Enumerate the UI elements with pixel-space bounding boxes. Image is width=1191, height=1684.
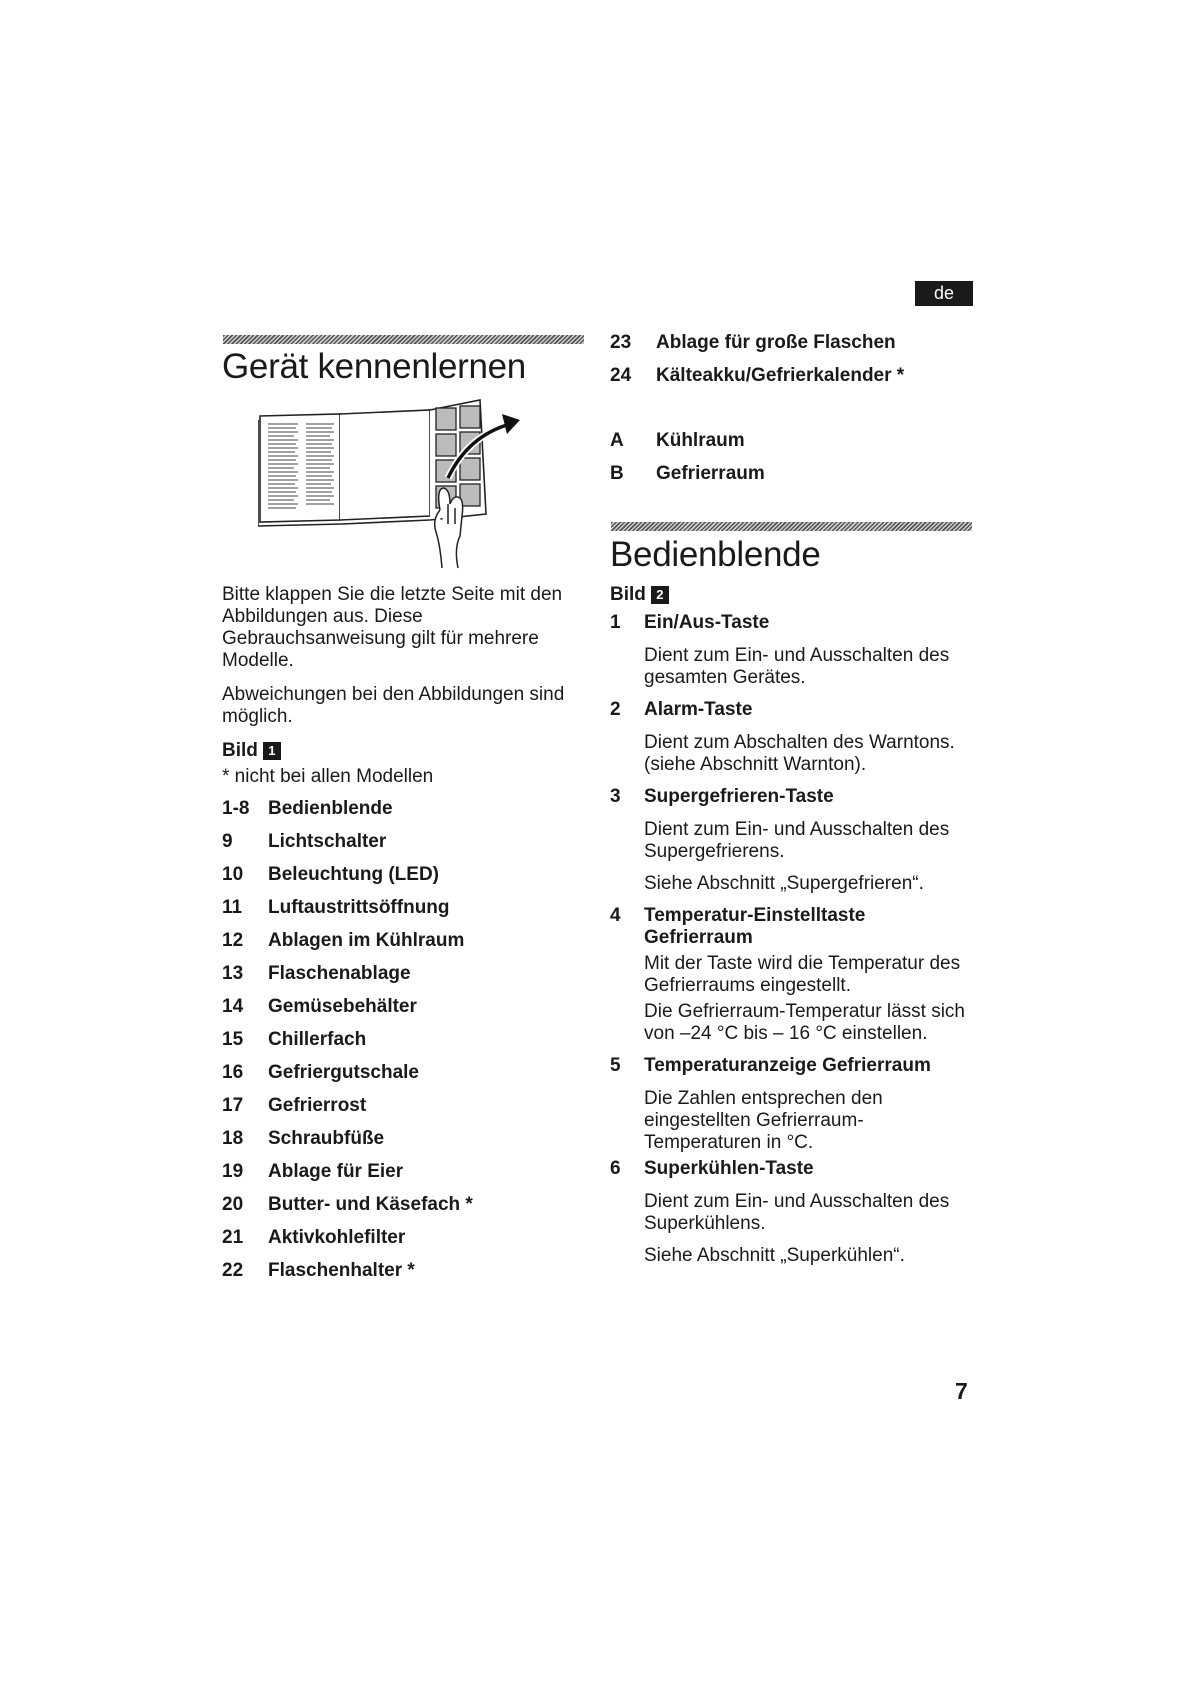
item-label: Kühlraum: [656, 430, 745, 451]
item-label: Luftaustrittsöffnung: [268, 897, 450, 918]
list-item: [222, 1161, 586, 1194]
item-label: Flaschenhalter *: [268, 1260, 415, 1281]
list-item: [222, 864, 586, 897]
control-description: Dient zum Ein- und Ausschalten des Superkühlens.: [644, 1191, 950, 1234]
item-number: 23: [610, 332, 632, 353]
item-label: Gefrierrost: [268, 1095, 367, 1116]
item-label: Ablage für große Flaschen: [656, 332, 896, 353]
section-title-bedienblende: Bedienblende: [610, 535, 821, 574]
list-item: [222, 1128, 586, 1161]
list-item: [222, 1095, 586, 1128]
control-description: Dient zum Abschalten des Warntons. (siehe Abschnitt Warnton).: [644, 732, 955, 775]
list-item: [222, 1029, 586, 1062]
item-number: 21: [222, 1227, 244, 1248]
control-description: Mit der Taste wird die Temperatur des Gefrierraums eingestellt.: [644, 953, 961, 996]
right-column-body: [610, 584, 975, 1277]
item-label: Ein/Aus-Taste: [644, 612, 770, 633]
list-item: [222, 831, 586, 864]
item-number: 14: [222, 996, 244, 1017]
list-item: [222, 1062, 586, 1095]
item-number: 18: [222, 1128, 244, 1149]
right-column-top-list: [610, 332, 975, 496]
item-number: 16: [222, 1062, 244, 1083]
list-item: [222, 996, 586, 1029]
item-label: Flaschenablage: [268, 963, 411, 984]
list-item: [222, 963, 586, 996]
list-item: [222, 1227, 586, 1260]
item-label: Chillerfach: [268, 1029, 367, 1050]
item-label: Gefriergutschale: [268, 1062, 419, 1083]
item-number: 24: [610, 365, 632, 386]
section-rule-left: [223, 335, 584, 344]
list-item: [610, 365, 975, 398]
item-number: 4: [610, 905, 621, 926]
item-number: 20: [222, 1194, 244, 1215]
item-label: Alarm-Taste: [644, 699, 753, 720]
figure-number-badge: 1: [263, 742, 281, 760]
item-label: Lichtschalter: [268, 831, 387, 852]
item-label: Ablagen im Kühlraum: [268, 930, 465, 951]
item-number: B: [610, 463, 624, 484]
item-label: Temperaturanzeige Gefrierraum: [644, 1055, 931, 1076]
item-label: Bedienblende: [268, 798, 393, 819]
item-label: Superkühlen-Taste: [644, 1158, 814, 1179]
intro-paragraph: Bitte klappen Sie die letzte Seite mit den Abbildungen aus. Diese Gebrauchsanweisung gilt für mehrere Modelle.: [222, 584, 563, 671]
item-number: 9: [222, 831, 233, 852]
item-number: 2: [610, 699, 621, 720]
list-item: [610, 430, 975, 463]
left-column-body: [222, 584, 586, 1293]
component-list: [222, 798, 586, 1293]
control-item-temperatur-einstelltaste: [610, 905, 975, 949]
item-label: Beleuchtung (LED): [268, 864, 439, 885]
item-number: 17: [222, 1095, 244, 1116]
list-item: [222, 1260, 586, 1293]
list-item: [222, 930, 586, 963]
list-item: [610, 463, 975, 496]
control-description: Dient zum Ein- und Ausschalten des Supergefrierens.: [644, 819, 950, 862]
item-label: Temperatur-Einstelltaste Gefrierraum: [644, 905, 866, 948]
figure-number-badge: 2: [651, 586, 669, 604]
fold-out-page-illustration: [258, 396, 542, 570]
item-number: 12: [222, 930, 244, 951]
list-item: [222, 897, 586, 930]
item-number: 3: [610, 786, 621, 807]
item-label: Gemüsebehälter: [268, 996, 417, 1017]
item-label: Gefrierraum: [656, 463, 765, 484]
item-number: 11: [222, 897, 243, 918]
item-number: 1: [610, 612, 621, 633]
figure-label: Bild: [610, 584, 646, 605]
control-description: Dient zum Ein- und Ausschalten des gesamten Gerätes.: [644, 645, 950, 688]
control-item-alarm: [610, 699, 975, 721]
list-item: [222, 1194, 586, 1227]
deviation-note-paragraph: Abweichungen bei den Abbildungen sind möglich.: [222, 684, 565, 727]
section-rule-right: [611, 522, 972, 531]
list-item: [222, 798, 586, 831]
control-item-superkuehlen: [610, 1158, 975, 1180]
figure-reference-1: [222, 740, 586, 762]
item-number: 15: [222, 1029, 244, 1050]
figure-label: Bild: [222, 740, 258, 761]
language-badge: de: [915, 281, 973, 306]
control-item-temperaturanzeige: [610, 1055, 975, 1077]
list-item: [610, 332, 975, 365]
item-number: A: [610, 430, 624, 451]
page-number: 7: [955, 1378, 968, 1404]
item-number: 6: [610, 1158, 621, 1179]
figure-reference-2: [610, 584, 975, 606]
asterisk-note: * nicht bei allen Modellen: [222, 766, 434, 787]
item-number: 19: [222, 1161, 244, 1182]
item-number: 10: [222, 864, 244, 885]
item-label: Butter- und Käsefach *: [268, 1194, 473, 1215]
item-label: Supergefrieren-Taste: [644, 786, 834, 807]
control-description: Die Gefrierraum-Temperatur lässt sich von –24 °C bis – 16 °C einstellen.: [644, 1001, 965, 1044]
item-label: Aktivkohlefilter: [268, 1227, 406, 1248]
control-item-supergefrieren: [610, 786, 975, 808]
item-label: Schraubfüße: [268, 1128, 385, 1149]
control-description: Siehe Abschnitt „Supergefrieren“.: [644, 873, 924, 894]
control-description: Die Zahlen entsprechen den eingestellten Gefrierraum-Temperaturen in °C.: [644, 1088, 883, 1153]
item-label: Ablage für Eier: [268, 1161, 404, 1182]
item-number: 1-8: [222, 798, 250, 819]
item-number: 22: [222, 1260, 244, 1281]
section-title-geraet-kennenlernen: Gerät kennenlernen: [222, 347, 526, 386]
control-item-ein-aus: [610, 612, 975, 634]
item-label: Kälteakku/Gefrierkalender *: [656, 365, 905, 386]
item-number: 5: [610, 1055, 621, 1076]
control-description: Siehe Abschnitt „Superkühlen“.: [644, 1245, 905, 1266]
item-number: 13: [222, 963, 244, 984]
